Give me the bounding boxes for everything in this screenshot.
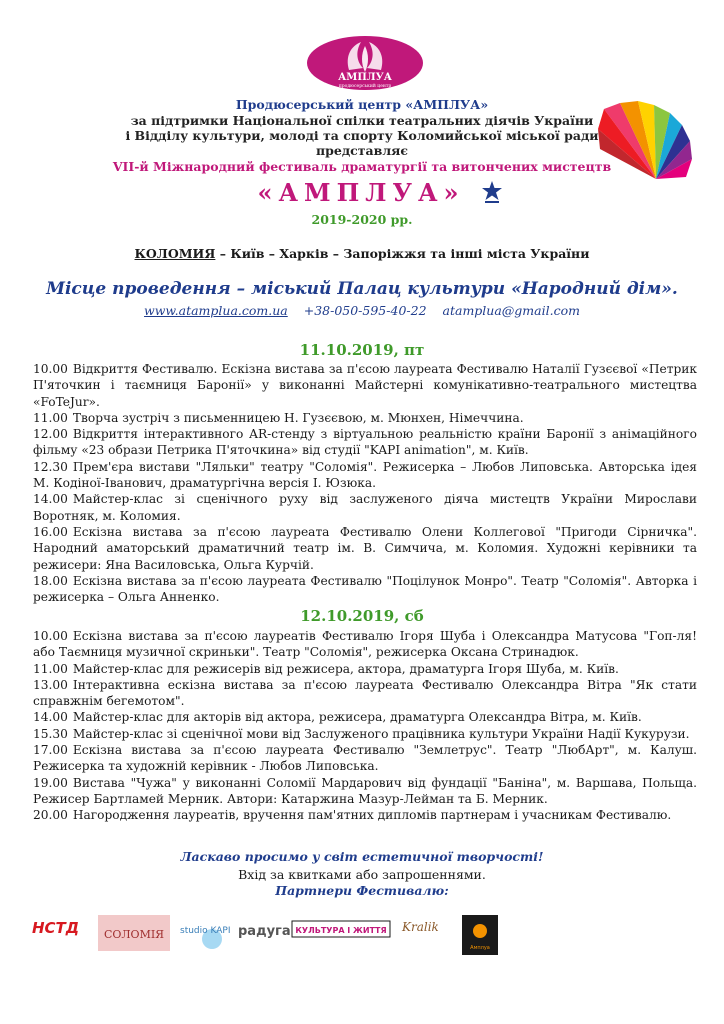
event-description: Ескізна вистава за п'єсою лауреата Фестивалю Олени Коллегової "Пригоди Сірничка". Народний аматорський драматичний театр ім. В. Симчича, м. Коломия. Художні керівники та режисери: Яна Василовська, Ольга Курчій.	[33, 524, 697, 572]
partners-title: Партнери Фестивалю:	[275, 883, 449, 898]
event-description: Творча зустріч з письменницею Н. Гузєєвою, м. Мюнхен, Німеччина.	[72, 410, 524, 425]
welcome-line: Ласкаво просимо у світ естетичної творчості!	[180, 849, 544, 864]
day1-events	[33, 361, 697, 605]
event-item	[33, 491, 697, 524]
event-description: Інтерактивна ескізна вистава за п'єсою лауреата Фестивалю Олександра Вітра "Як стати справжнім бегемотом".	[33, 677, 697, 709]
partner-name: радуга	[238, 924, 291, 939]
partner-logo-raduga	[238, 924, 291, 939]
event-item	[33, 807, 697, 823]
partner-logo-nstd	[32, 919, 79, 937]
partner-logo-amplua-dark	[462, 915, 498, 955]
venue-line: Місце проведення – міський Палац культури «Народний дім».	[46, 279, 678, 299]
event-time: 14.00	[33, 492, 68, 507]
partner-logo-solomia	[98, 915, 170, 951]
event-description: Майстер-клас зі сценічної мови від Заслуженого працівника культури України Надії Кукурузи.	[72, 726, 690, 741]
event-time: 10.00	[33, 629, 68, 643]
partner-name: Амплуа	[470, 945, 490, 951]
event-description: Майстер-клас зі сценічного руху від заслуженого діяча мистецтв України Мирослави Воротняк, м. Коломия.	[33, 492, 697, 523]
event-time: 20.00	[33, 808, 68, 823]
event-item	[33, 661, 697, 677]
day2-events	[33, 628, 697, 824]
website-link[interactable]: www.atamplua.com.ua	[144, 303, 288, 318]
event-item	[33, 709, 697, 725]
event-item	[33, 459, 697, 492]
partner-logo-kultura-i-zhyttia	[292, 921, 390, 937]
event-time: 10.00	[33, 362, 68, 376]
partner-name: СОЛОМІЯ	[103, 928, 165, 941]
presents-line: представляє	[316, 143, 408, 158]
event-description: Нагородження лауреатів, вручення пам'ятних дипломів партнерам і учасникам Фестивалю.	[72, 808, 672, 823]
event-item	[33, 726, 697, 742]
event-time: 11.00	[33, 410, 68, 425]
org-title: Продюсерський центр «АМПЛУА»	[235, 97, 489, 112]
partner-logo-kapi	[180, 926, 230, 949]
partner-name: КУЛЬТУРА І ЖИТТЯ	[295, 926, 387, 935]
event-time: 18.00	[33, 573, 68, 588]
event-description: Ескізна вистава за п'єсою лауреата Фестивалю "Землетрус". Театр "ЛюбАрт", м. Калуш. Режисерка та художній керівник - Любов Липовська.	[33, 743, 697, 774]
event-item	[33, 775, 697, 808]
festival-years: 2019-2020 рр.	[311, 212, 413, 227]
event-description: Вистава "Чужа" у виконанні Соломії Мардарович від фундації "Баніна", м. Варшава, Польща. Режисер Бартламей Мерник. Автори: Катаржина Мазур-Лейман та Б. Мерник.	[33, 775, 697, 806]
contacts-line	[0, 303, 724, 318]
cities-line	[0, 246, 724, 261]
logo-subtext: продюсерський центр	[338, 84, 392, 89]
event-description: Прем'єра вистави "Ляльки" театру "Соломія". Режисерка – Любов Липовська. Авторська ідея М. Кодіної-Іванович, драматургічна версія І. Юзюка.	[33, 459, 697, 491]
event-time: 15.30	[33, 726, 68, 741]
partner-name: НСТД	[32, 919, 80, 937]
event-time: 14.00	[33, 710, 68, 725]
event-item	[33, 524, 697, 573]
festival-name: VII-й Міжнародний фестиваль драматургії та витончених мистецтв	[112, 159, 612, 174]
entry-line: Вхід за квитками або запрошеннями.	[238, 867, 486, 882]
event-description: Відкриття інтерактивного AR-стенду з віртуальною реальністю країни Баронії з анімаційного фільму «23 образи Петрика П'яточкина» від студії "KAPI animation", м. Київ.	[33, 427, 697, 458]
event-description: Відкриття Фестивалю. Ескізна вистава за п'єсою лауреата Фестивалю Наталії Гузєєвої «Петрик П'яточкин і таємниця Баронії» у виконанні Майстерні комунікативно-театрального мистецтва «FoTeJur».	[33, 362, 697, 409]
event-item	[33, 573, 697, 606]
event-time: 13.00	[33, 677, 68, 692]
event-item	[33, 742, 697, 775]
event-time: 17.00	[33, 743, 68, 758]
event-description: Ескізна вистава за п'єсою лауреата Фестивалю "Поцілунок Монро". Театр "Соломія". Авторка і режисерка – Ольга Анненко.	[33, 573, 697, 605]
support-line-2: і Відділу культури, молоді та спорту Коломийської міської ради	[125, 128, 599, 143]
day2-date: 12.10.2019, сб	[300, 607, 424, 625]
event-time: 12.00	[33, 427, 68, 442]
partners-logos	[30, 905, 710, 960]
event-time: 12.30	[33, 459, 68, 474]
event-item	[33, 677, 697, 710]
logo-text: АМПЛУА	[338, 72, 392, 83]
festival-title: «АМПЛУА»	[257, 178, 465, 207]
partner-name: Kralik	[402, 920, 439, 934]
event-item	[33, 410, 697, 426]
event-time: 16.00	[33, 524, 68, 539]
partner-logo-kralik	[401, 920, 439, 934]
main-city: КОЛОМИЯ	[134, 246, 216, 261]
event-description: Майстер-клас для акторів від актора, режисера, драматурга Олександра Вітра, м. Київ.	[72, 710, 642, 725]
support-line-1: за підтримки Національної спілки театральних діячів України	[130, 113, 594, 128]
partner-name: studio KAPI	[180, 926, 231, 936]
event-description: Ескізна вистава за п'єсою лауреатів Фестивалю Ігоря Шуба і Олександра Матусова "Гоп-ля! або Таємниця музичної скриньки". Театр "Соломія", режисерка Оксана Стринадюк.	[33, 629, 697, 660]
event-description: Майстер-клас для режисерів від режисера, актора, драматурга Ігоря Шуба, м. Київ.	[72, 661, 619, 676]
event-item	[33, 426, 697, 459]
other-cities: – Київ – Харків – Запоріжжя та інші міста України	[215, 246, 590, 261]
phone-number: +38-050-595-40-22	[303, 303, 427, 318]
email-link[interactable]: atamplua@gmail.com	[442, 303, 580, 318]
event-item	[33, 628, 697, 661]
event-item	[33, 361, 697, 410]
amplua-logo	[305, 34, 425, 92]
event-time: 19.00	[33, 775, 68, 790]
event-time: 11.00	[33, 661, 68, 676]
day1-date: 11.10.2019, пт	[299, 341, 425, 359]
